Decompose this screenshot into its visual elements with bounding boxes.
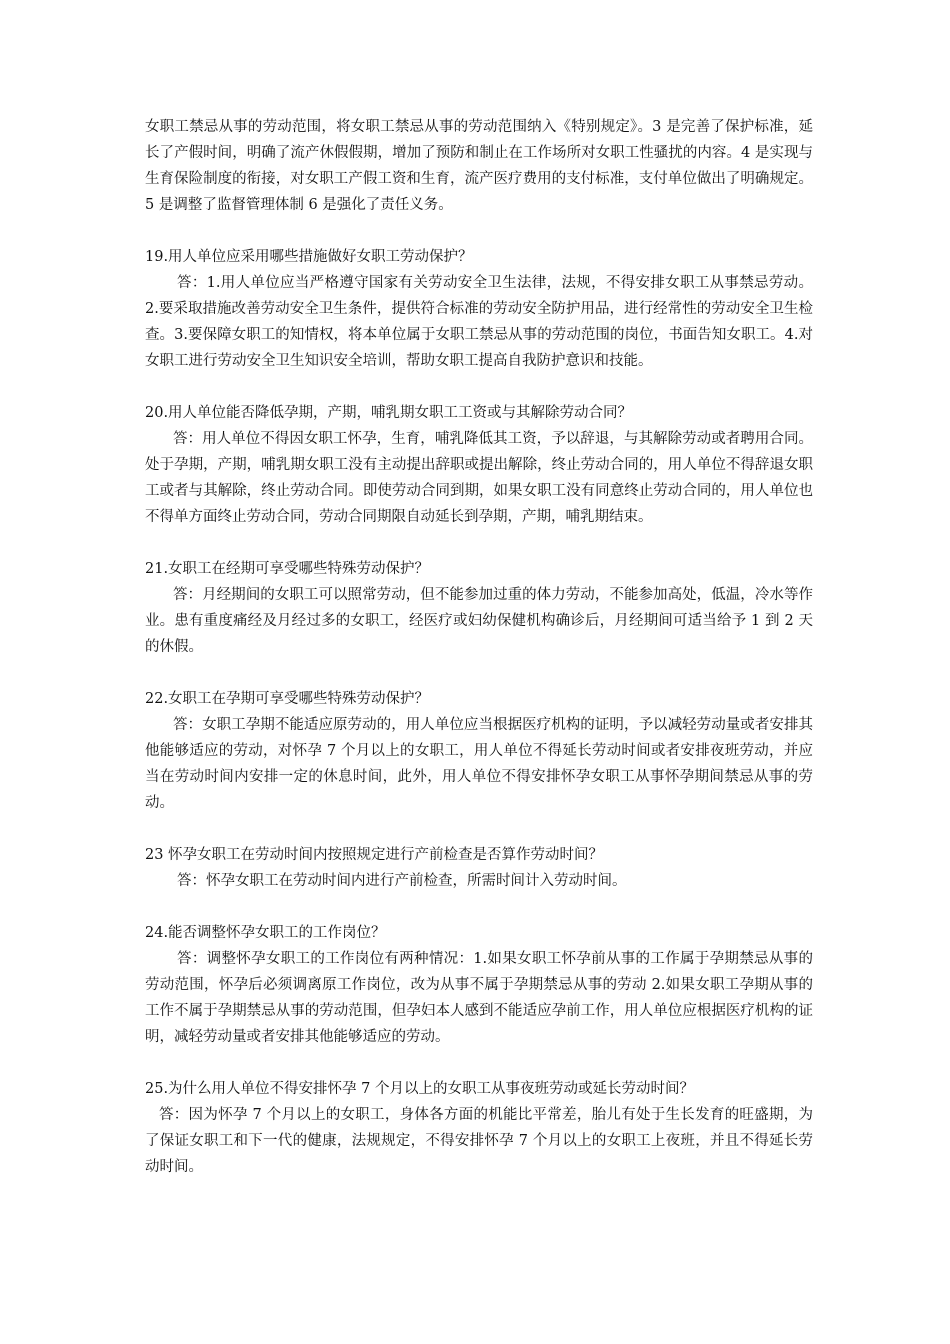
answer-24: 答：调整怀孕女职工的工作岗位有两种情况：1.如果女职工怀孕前从事的工作属于孕期禁忌从事的劳动范围，怀孕后必须调离原工作岗位，改为从事不属于孕期禁忌从事的劳动 2.如果女职工孕期从事的工作不属于孕期禁忌从事的劳动范围，但孕妇本人感到不能适应孕前工作，用人单位应根据医疗机构的证明，减轻劳动量或者安排其他能够适应的劳动。 — [145, 951, 813, 1045]
answer-19: 答：1.用人单位应当严格遵守国家有关劳动安全卫生法律，法规，不得安排女职工从事禁忌劳动。2.要采取措施改善劳动安全卫生条件，提供符合标准的劳动安全防护用品，进行经常性的劳动安全卫生检查。3.要保障女职工的知情权，将本单位属于女职工禁忌从事的劳动范围的岗位，书面告知女职工。4.对女职工进行劳动安全卫生知识安全培训，帮助女职工提高自我防护意识和技能。 — [145, 275, 813, 369]
qa-item-25 — [145, 1076, 813, 1180]
qa-item-20 — [145, 400, 813, 530]
qa-item-22 — [145, 686, 813, 816]
qa-item-19 — [145, 244, 813, 374]
qa-item-21 — [145, 556, 813, 660]
document-body — [145, 114, 813, 1180]
question-25: 25.为什么用人单位不得安排怀孕 7 个月以上的女职工从事夜班劳动或延长劳动时间？ — [145, 1081, 695, 1097]
answer-20: 答：用人单位不得因女职工怀孕，生育，哺乳降低其工资，予以辞退，与其解除劳动或者聘用合同。处于孕期，产期，哺乳期女职工没有主动提出辞职或提出解除，终止劳动合同的，用人单位不得辞退女职工或者与其解除，终止劳动合同。即使劳动合同到期，如果女职工没有同意终止劳动合同的，用人单位也不得单方面终止劳动合同，劳动合同期限自动延长到孕期，产期，哺乳期结束。 — [145, 431, 813, 525]
qa-item-23 — [145, 842, 813, 894]
question-24: 24.能否调整怀孕女职工的工作岗位？ — [145, 925, 386, 941]
answer-25: 答：因为怀孕 7 个月以上的女职工，身体各方面的机能比平常差，胎儿有处于生长发育的旺盛期，为了保证女职工和下一代的健康，法规规定，不得安排怀孕 7 个月以上的女职工上夜班，并且不得延长劳动时间。 — [145, 1107, 813, 1175]
intro-paragraph: 女职工禁忌从事的劳动范围，将女职工禁忌从事的劳动范围纳入《特别规定》。3 是完善了保护标准，延长了产假时间，明确了流产休假假期，增加了预防和制止在工作场所对女职工性骚扰的内容。4 是实现与生育保险制度的衔接，对女职工产假工资和生育，流产医疗费用的支付标准，支付单位做出了明确规定。5 是调整了监督管理体制 6 是强化了责任义务。 — [145, 119, 813, 213]
question-19: 19.用人单位应采用哪些措施做好女职工劳动保护？ — [145, 249, 473, 265]
question-23: 23 怀孕女职工在劳动时间内按照规定进行产前检查是否算作劳动时间？ — [145, 847, 604, 863]
question-21: 21.女职工在经期可享受哪些特殊劳动保护？ — [145, 561, 430, 577]
question-20: 20.用人单位能否降低孕期，产期，哺乳期女职工工资或与其解除劳动合同？ — [145, 405, 633, 421]
question-22: 22.女职工在孕期可享受哪些特殊劳动保护？ — [145, 691, 430, 707]
answer-21: 答：月经期间的女职工可以照常劳动，但不能参加过重的体力劳动，不能参加高处，低温，冷水等作业。患有重度痛经及月经过多的女职工，经医疗或妇幼保健机构确诊后，月经期间可适当给予 1 到 2 天的休假。 — [145, 587, 813, 655]
answer-22: 答：女职工孕期不能适应原劳动的，用人单位应当根据医疗机构的证明，予以减轻劳动量或者安排其他能够适应的劳动，对怀孕 7 个月以上的女职工，用人单位不得延长劳动时间或者安排夜班劳动，并应当在劳动时间内安排一定的休息时间，此外，用人单位不得安排怀孕女职工从事怀孕期间禁忌从事的劳动。 — [145, 717, 813, 811]
qa-item-24 — [145, 920, 813, 1050]
answer-23: 答：怀孕女职工在劳动时间内进行产前检查，所需时间计入劳动时间。 — [177, 873, 627, 889]
